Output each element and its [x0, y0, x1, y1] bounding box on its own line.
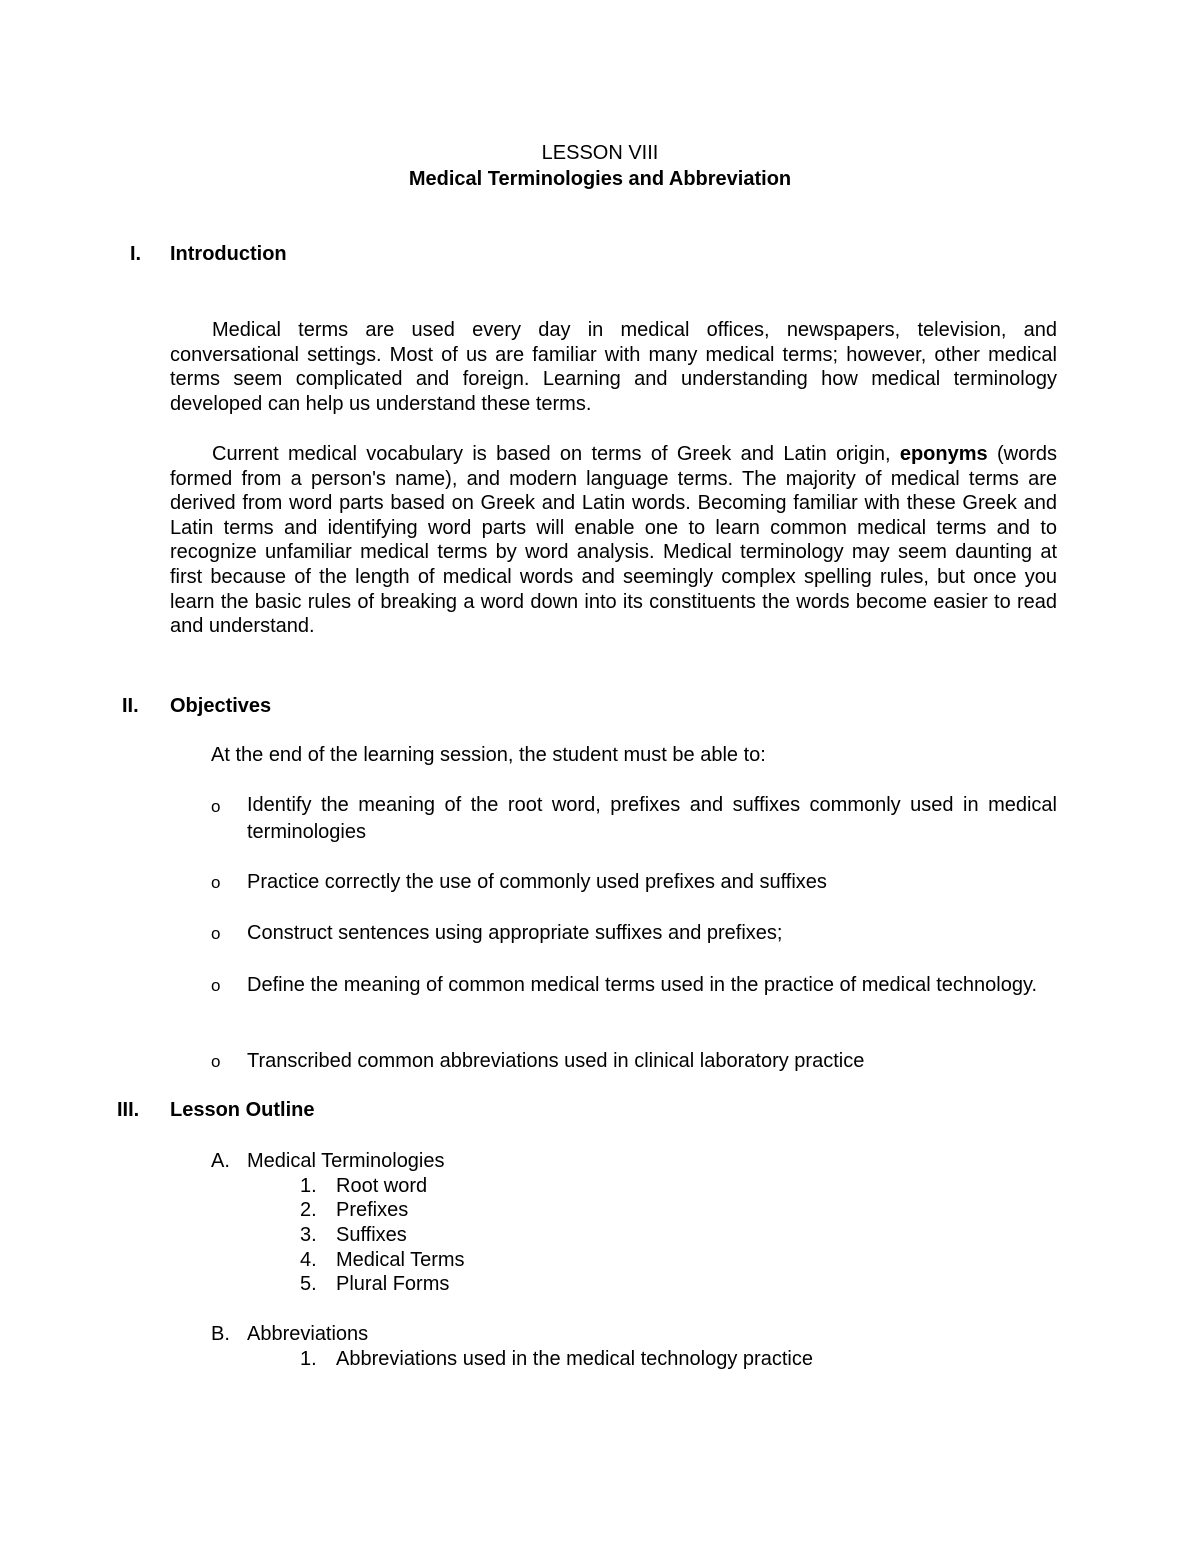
- outline-heading-medical-terminologies: Medical Terminologies: [247, 1150, 445, 1172]
- bullet-icon: o: [211, 873, 221, 892]
- outline-item-number: 2.: [300, 1199, 317, 1221]
- outline-item-number: 4.: [300, 1249, 317, 1271]
- outline-letter-b: B.: [211, 1323, 230, 1345]
- paragraph-text-before-bold: Current medical vocabulary is based on terms of Greek and Latin origin,: [212, 443, 900, 465]
- outline-item-number: 1.: [300, 1175, 317, 1197]
- section-heading-lesson-outline: Lesson Outline: [170, 1099, 315, 1121]
- outline-item-plural-forms: Plural Forms: [336, 1273, 450, 1295]
- section-heading-objectives: Objectives: [170, 695, 272, 717]
- outline-heading-abbreviations: Abbreviations: [247, 1323, 369, 1345]
- outline-item-number: 5.: [300, 1273, 317, 1295]
- section-numeral-2: II.: [122, 695, 139, 717]
- outline-item-suffixes: Suffixes: [336, 1224, 407, 1246]
- lesson-label: LESSON VIII: [541, 142, 659, 164]
- outline-item-number: 3.: [300, 1224, 317, 1246]
- bullet-icon: o: [211, 924, 221, 943]
- section-heading-introduction: Introduction: [170, 243, 287, 265]
- objective-item-5: Transcribed common abbreviations used in clinical laboratory practice: [247, 1050, 865, 1072]
- intro-paragraph-2: [170, 442, 1057, 639]
- eponyms-term: eponyms: [899, 443, 988, 465]
- page-title: Medical Terminologies and Abbreviation: [408, 168, 792, 190]
- section-numeral-3: III.: [117, 1099, 140, 1121]
- bullet-icon: o: [211, 976, 221, 995]
- outline-item-root-word: Root word: [336, 1175, 428, 1197]
- bullet-icon: o: [211, 797, 221, 816]
- paragraph-text-after-bold: (words formed from a person's name), and modern language terms. The majority of medical terms are derived from word parts based on Greek and Latin words. Becoming familiar with these Greek and Latin terms and identifying word parts will enable one to learn common medical terms and to recognize unfamiliar medical terms by word analysis. Medical terminology may seem daunting at first because of the length of medical words and seemingly complex spelling rules, but once you learn the basic rules of breaking a word down into its constituents the words become easier to read and understand.: [170, 443, 1057, 638]
- objective-item-2: Practice correctly the use of commonly used prefixes and suffixes: [247, 871, 827, 893]
- outline-item-number: 1.: [300, 1348, 317, 1370]
- section-numeral-1: I.: [130, 243, 142, 265]
- objective-item-1: Identify the meaning of the root word, prefixes and suffixes commonly used in medical terminologies: [247, 794, 1057, 843]
- objective-item-4: Define the meaning of common medical terms used in the practice of medical technology.: [247, 974, 1038, 996]
- outline-item-abbreviations-practice: Abbreviations used in the medical technology practice: [336, 1348, 813, 1370]
- outline-item-medical-terms: Medical Terms: [336, 1249, 465, 1271]
- bullet-icon: o: [211, 1052, 221, 1071]
- objective-item-3: Construct sentences using appropriate suffixes and prefixes;: [247, 922, 783, 944]
- intro-paragraph-1: Medical terms are used every day in medical offices, newspapers, television, and conversational settings. Most of us are familiar with many medical terms; however, other medical terms seem complicated and foreign. Learning and understanding how medical terminology developed can help us understand these terms.: [170, 319, 1057, 415]
- outline-item-prefixes: Prefixes: [336, 1199, 409, 1221]
- objectives-intro: At the end of the learning session, the student must be able to:: [211, 744, 766, 766]
- outline-letter-a: A.: [211, 1150, 230, 1172]
